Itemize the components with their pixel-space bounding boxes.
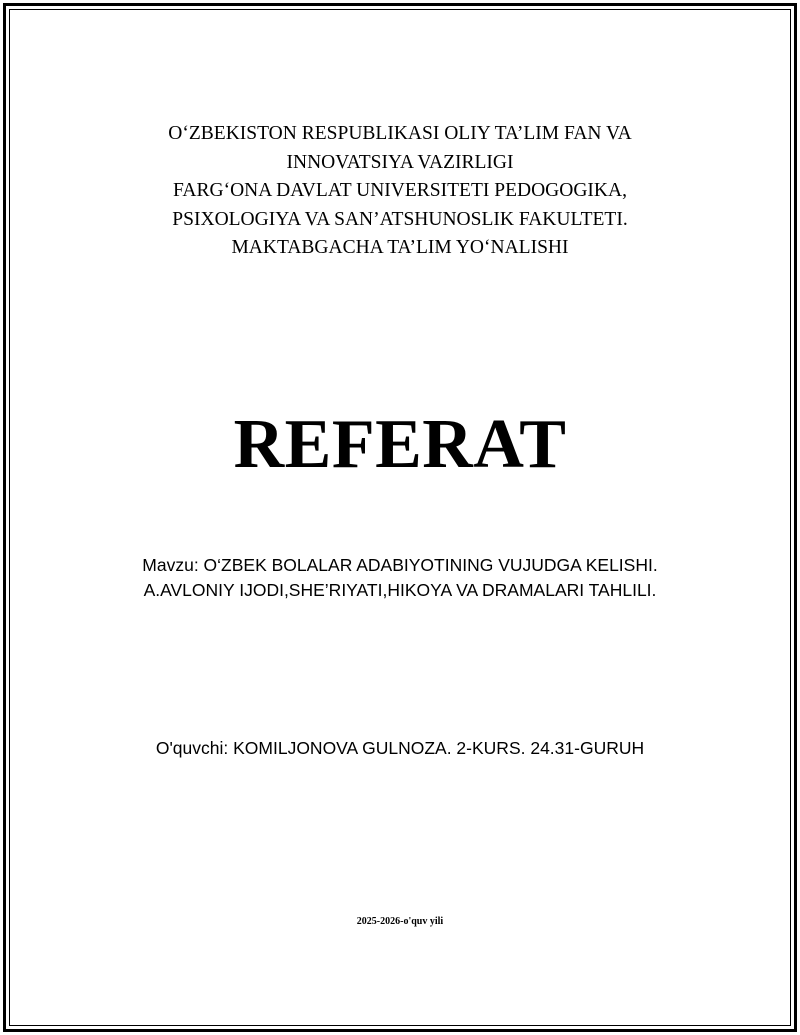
header-line-faculty: PSIXOLOGIYA VA SAN’ATSHUNOSLIK FAKULTETI.	[172, 208, 628, 230]
header-line-department: MAKTABGACHA TA’LIM YO‘NALISHI	[231, 237, 569, 258]
header-line-ministry-2: INNOVATSIYA VAZIRLIGI	[286, 151, 514, 173]
document-title: REFERAT	[233, 406, 567, 483]
topic-line-2: A.AVLONIY IJODI,SHE’RIYATI,HIKOYA VA DRAMALARI TAHLILI.	[143, 580, 657, 600]
institution-header	[0, 120, 800, 263]
topic-block	[0, 553, 800, 603]
topic-line-1: Mavzu: O‘ZBEK BOLALAR ADABIYOTINING VUJUDGA KELISHI.	[142, 555, 658, 575]
academic-year: 2025-2026-o'quv yili	[356, 916, 444, 927]
student-info: O'quvchi: KOMILJONOVA GULNOZA. 2-KURS. 24.31-GURUH	[155, 738, 645, 758]
header-line-ministry-1: O‘ZBEKISTON RESPUBLIKASI OLIY TA’LIM FAN VA	[168, 123, 632, 144]
header-line-university: FARG‘ONA DAVLAT UNIVERSITETI PEDOGOGIKA,	[173, 180, 627, 201]
